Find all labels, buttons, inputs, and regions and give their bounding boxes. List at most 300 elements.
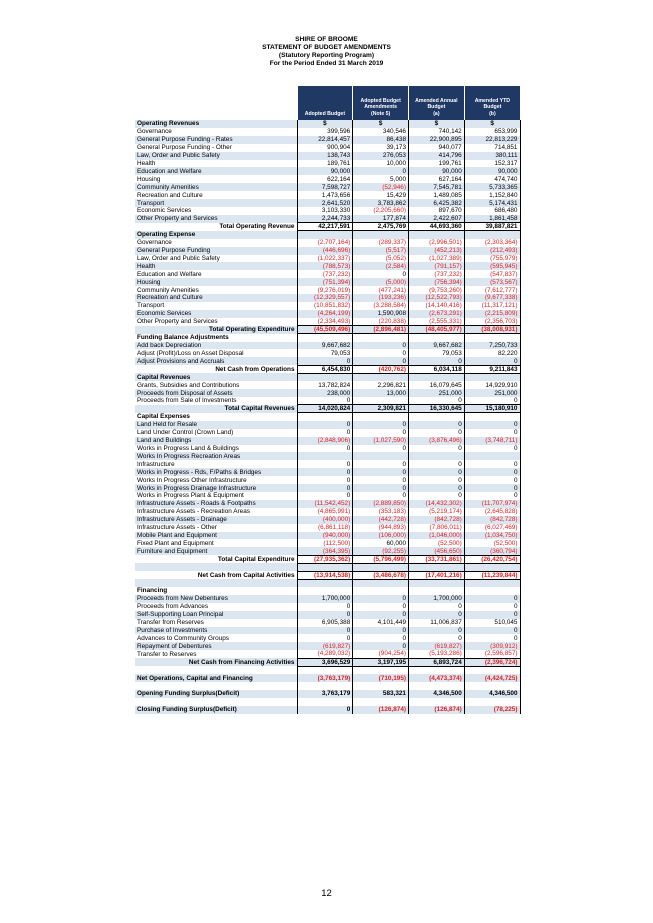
cell-value: 0 bbox=[464, 460, 520, 468]
cell-value bbox=[464, 413, 520, 421]
row-label: Proceeds from Disposal of Assets bbox=[135, 389, 297, 397]
total-row bbox=[135, 326, 520, 334]
row-label: Transfer to Reserves bbox=[137, 650, 197, 658]
cell-value bbox=[353, 373, 409, 381]
cell-value: 0 bbox=[353, 349, 409, 357]
row-label: Self-Supporting Loan Principal bbox=[135, 611, 297, 619]
table-row bbox=[135, 342, 520, 350]
cell-value: 90,000 bbox=[297, 167, 353, 175]
statement-title: STATEMENT OF BUDGET AMENDMENTS bbox=[262, 44, 391, 51]
cell-value: 627,164 bbox=[409, 175, 465, 183]
row-label bbox=[135, 579, 297, 587]
cell-value: 22,814,457 bbox=[297, 136, 353, 144]
cell-value: (13,914,538) bbox=[297, 571, 353, 579]
cell-value: 622,164 bbox=[297, 175, 353, 183]
row-label: Law, Order and Public Safety bbox=[135, 152, 297, 160]
row-label: Net Cash from Capital Activities bbox=[197, 571, 295, 579]
cell-value: (791,157) bbox=[409, 262, 465, 270]
cell-value: 0 bbox=[353, 445, 409, 453]
cell-value: 79,053 bbox=[409, 349, 465, 357]
cell-value: (92,255) bbox=[353, 547, 409, 555]
cell-value: (33,731,861) bbox=[409, 555, 465, 563]
cell-value: 6,034,118 bbox=[409, 365, 465, 373]
column-header-line: Budget bbox=[483, 104, 502, 111]
total-row bbox=[135, 223, 520, 231]
cell-value: 13,782,824 bbox=[297, 381, 353, 389]
table-row bbox=[135, 191, 520, 199]
cell-value bbox=[297, 563, 353, 571]
cell-value: 0 bbox=[464, 445, 520, 453]
cell-value: 0 bbox=[353, 627, 409, 635]
cell-value: (5,796,499) bbox=[353, 555, 409, 563]
total-row bbox=[135, 658, 520, 666]
cell-value: (212,493) bbox=[464, 247, 520, 255]
cell-value: 7,598,727 bbox=[297, 183, 353, 191]
row-label: Net Cash from Operations bbox=[215, 365, 295, 373]
cell-value bbox=[409, 373, 465, 381]
cell-value: (12,522,793) bbox=[409, 294, 465, 302]
page-number: 12 bbox=[321, 888, 332, 899]
statement-body bbox=[135, 120, 520, 714]
cell-value: 44,693,360 bbox=[409, 223, 465, 231]
spacer-row bbox=[135, 579, 520, 587]
cell-value: (400,000) bbox=[297, 516, 353, 524]
column-header bbox=[353, 86, 409, 120]
budget-amendments-table bbox=[135, 86, 521, 714]
cell-value: (3,748,711) bbox=[464, 437, 520, 445]
cell-value: 6,893,724 bbox=[409, 658, 465, 666]
table-row bbox=[135, 278, 520, 286]
cell-value bbox=[409, 334, 465, 342]
cell-value: (788,573) bbox=[297, 262, 353, 270]
table-row bbox=[135, 547, 520, 555]
cell-value: 0 bbox=[297, 706, 353, 714]
table-row bbox=[135, 167, 520, 175]
cell-value: (7,612,777) bbox=[464, 286, 520, 294]
cell-value: (547,837) bbox=[464, 270, 520, 278]
cell-value: 0 bbox=[353, 642, 409, 650]
cell-value: (364,395) bbox=[297, 547, 353, 555]
cell-value bbox=[297, 334, 353, 342]
row-label: Works in Progress Land & Buildings bbox=[137, 444, 239, 452]
row-label: Law, Order and Public Safety bbox=[137, 254, 220, 262]
row-label: Housing bbox=[135, 278, 297, 286]
table-row bbox=[135, 286, 520, 294]
table-row bbox=[135, 152, 520, 160]
table-row bbox=[135, 389, 520, 397]
cell-value: (5,193,286) bbox=[409, 650, 465, 658]
cell-value: 238,000 bbox=[297, 389, 353, 397]
cell-value: 0 bbox=[409, 634, 465, 642]
table-row bbox=[135, 508, 520, 516]
cell-value bbox=[409, 698, 465, 706]
row-label: Recreation and Culture bbox=[137, 191, 203, 199]
cell-value: 60,000 bbox=[353, 539, 409, 547]
cell-value: 0 bbox=[297, 445, 353, 453]
cell-value: 1,152,840 bbox=[464, 191, 520, 199]
cell-value bbox=[409, 231, 465, 239]
row-label: Capital Expenses bbox=[137, 413, 190, 421]
cell-value bbox=[297, 231, 353, 239]
spacer-row bbox=[135, 563, 520, 571]
cell-value: 0 bbox=[464, 634, 520, 642]
column-header-row bbox=[135, 86, 520, 120]
cell-value: 2,309,821 bbox=[353, 405, 409, 413]
table-row bbox=[135, 516, 520, 524]
statement-period: For the Period Ended 31 March 2019 bbox=[269, 60, 384, 67]
row-label: Infrastructure bbox=[137, 460, 175, 468]
cell-value: (78,225) bbox=[464, 706, 520, 714]
cell-value: (106,000) bbox=[353, 532, 409, 540]
table-row bbox=[135, 270, 520, 278]
cell-value: 5,000 bbox=[353, 175, 409, 183]
cell-value: 0 bbox=[353, 357, 409, 365]
cell-value: 5,174,431 bbox=[464, 199, 520, 207]
table-row bbox=[135, 650, 520, 658]
table-row bbox=[135, 310, 520, 318]
cell-value: 90,000 bbox=[464, 167, 520, 175]
table-row bbox=[135, 318, 520, 326]
table-row bbox=[135, 429, 520, 437]
cell-value: (11,239,844) bbox=[464, 571, 520, 579]
cell-value: 6,905,388 bbox=[297, 619, 353, 627]
cell-value: (6,027,469) bbox=[464, 524, 520, 532]
cell-value bbox=[464, 563, 520, 571]
cell-value: 0 bbox=[464, 611, 520, 619]
cell-value bbox=[353, 587, 409, 595]
cell-value: 199,761 bbox=[409, 160, 465, 168]
row-label: Advances to Community Groups bbox=[137, 634, 229, 642]
cell-value: (17,401,216) bbox=[409, 571, 465, 579]
cell-value: 1,489,085 bbox=[409, 191, 465, 199]
cell-value: 0 bbox=[409, 627, 465, 635]
cell-value: 0 bbox=[297, 634, 353, 642]
cell-value bbox=[464, 666, 520, 674]
cell-value: (2,896,481) bbox=[353, 326, 409, 334]
cell-value bbox=[464, 231, 520, 239]
cell-value: 0 bbox=[409, 468, 465, 476]
cell-value: (420,762) bbox=[353, 365, 409, 373]
cell-value bbox=[297, 373, 353, 381]
cell-value: (52,946) bbox=[353, 183, 409, 191]
table-row bbox=[135, 468, 520, 476]
cell-value: 0 bbox=[464, 468, 520, 476]
cell-value: 474,740 bbox=[464, 175, 520, 183]
cell-value: 4,101,449 bbox=[353, 619, 409, 627]
cell-value: (9,753,260) bbox=[409, 286, 465, 294]
cell-value: 740,142 bbox=[409, 128, 465, 136]
cell-value: 16,079,645 bbox=[409, 381, 465, 389]
cell-value: 138,743 bbox=[297, 152, 353, 160]
cell-value: (48,405,977) bbox=[409, 326, 465, 334]
cell-value bbox=[353, 452, 409, 460]
cell-value: 0 bbox=[353, 460, 409, 468]
cell-value: 22,813,229 bbox=[464, 136, 520, 144]
cell-value bbox=[464, 682, 520, 690]
cell-value: (4,424,725) bbox=[464, 674, 520, 682]
cell-value: (737,232) bbox=[297, 270, 353, 278]
cell-value: 7,250,733 bbox=[464, 342, 520, 350]
cell-value: 0 bbox=[297, 603, 353, 611]
row-label: Land Held for Resale bbox=[135, 421, 297, 429]
cell-value bbox=[409, 666, 465, 674]
cell-value: 0 bbox=[353, 492, 409, 500]
cell-value: (112,500) bbox=[297, 539, 353, 547]
cell-value: (14,140,416) bbox=[409, 302, 465, 310]
row-label: General Purpose Funding bbox=[135, 247, 297, 255]
row-label: Governance bbox=[137, 128, 172, 136]
section-row bbox=[135, 674, 520, 682]
cell-value: 380,111 bbox=[464, 152, 520, 160]
cell-value: (737,232) bbox=[409, 270, 465, 278]
cell-value bbox=[297, 682, 353, 690]
cell-value: 3,103,330 bbox=[297, 207, 353, 215]
cell-value bbox=[464, 334, 520, 342]
cell-value: (1,027,389) bbox=[409, 255, 465, 263]
cell-value: 1,700,000 bbox=[297, 595, 353, 603]
cell-value: 0 bbox=[409, 611, 465, 619]
cell-value bbox=[353, 413, 409, 421]
cell-value: 0 bbox=[464, 627, 520, 635]
row-label: Opening Funding Surplus(Deficit) bbox=[135, 690, 297, 698]
row-label: Recreation and Culture bbox=[135, 294, 297, 302]
table-row bbox=[135, 136, 520, 144]
cell-value: 14,929,910 bbox=[464, 381, 520, 389]
cell-value: (2,356,703) bbox=[464, 318, 520, 326]
cell-value: 276,053 bbox=[353, 152, 409, 160]
table-row bbox=[135, 445, 520, 453]
cell-value: 0 bbox=[297, 484, 353, 492]
cell-value: $ bbox=[297, 120, 353, 128]
cell-value: $ bbox=[409, 120, 465, 128]
cell-value: 0 bbox=[464, 476, 520, 484]
cell-value bbox=[464, 452, 520, 460]
column-header-line: Amendments bbox=[364, 104, 398, 111]
column-header-line: Budget bbox=[427, 104, 446, 111]
row-label: Purchase of Investments bbox=[135, 627, 297, 635]
cell-value: (9,677,338) bbox=[464, 294, 520, 302]
row-label: Repayment of Debentures bbox=[135, 642, 297, 650]
cell-value: (2,334,493) bbox=[297, 318, 353, 326]
cell-value: (442,728) bbox=[353, 516, 409, 524]
table-row bbox=[135, 255, 520, 263]
table-row bbox=[135, 215, 520, 223]
section-row bbox=[135, 231, 520, 239]
cell-value: 0 bbox=[297, 397, 353, 405]
cell-value: (52,500) bbox=[409, 539, 465, 547]
cell-value: 15,429 bbox=[353, 191, 409, 199]
table-row bbox=[135, 262, 520, 270]
cell-value: (2,996,501) bbox=[409, 239, 465, 247]
section-row bbox=[135, 413, 520, 421]
cell-value bbox=[464, 587, 520, 595]
cell-value: (126,874) bbox=[409, 706, 465, 714]
table-row bbox=[135, 539, 520, 547]
cell-value: 3,763,179 bbox=[297, 690, 353, 698]
row-label: Adjust Provisions and Accruals bbox=[135, 357, 297, 365]
cell-value: (573,567) bbox=[464, 278, 520, 286]
table-row bbox=[135, 452, 520, 460]
cell-value bbox=[409, 682, 465, 690]
table-row bbox=[135, 524, 520, 532]
table-row bbox=[135, 207, 520, 215]
cell-value: 6,425,382 bbox=[409, 199, 465, 207]
cell-value: (3,288,584) bbox=[353, 302, 409, 310]
cell-value: 0 bbox=[409, 397, 465, 405]
cell-value: (3,876,496) bbox=[409, 437, 465, 445]
table-row bbox=[135, 492, 520, 500]
cell-value: (4,865,991) bbox=[297, 508, 353, 516]
table-row bbox=[135, 532, 520, 540]
cell-value: 7,545,781 bbox=[409, 183, 465, 191]
cell-value: (2,848,906) bbox=[297, 437, 353, 445]
cell-value: (1,022,337) bbox=[297, 255, 353, 263]
cell-value: (456,650) bbox=[409, 547, 465, 555]
cell-value bbox=[353, 579, 409, 587]
cell-value: (1,046,000) bbox=[409, 532, 465, 540]
cell-value: 0 bbox=[464, 492, 520, 500]
row-label: Funding Balance Adjustments bbox=[137, 334, 229, 342]
table-row bbox=[135, 421, 520, 429]
column-header-line: (Note 5) bbox=[370, 111, 391, 118]
cell-value bbox=[409, 579, 465, 587]
cell-value: (904,254) bbox=[353, 650, 409, 658]
table-row bbox=[135, 144, 520, 152]
cell-value: (5,517) bbox=[353, 247, 409, 255]
cell-value: (193,236) bbox=[353, 294, 409, 302]
cell-value: (1,027,590) bbox=[353, 437, 409, 445]
cell-value: (2,645,828) bbox=[464, 508, 520, 516]
cell-value: (2,707,164) bbox=[297, 239, 353, 247]
cell-value: 0 bbox=[464, 429, 520, 437]
cell-value bbox=[409, 413, 465, 421]
cell-value: (14,432,302) bbox=[409, 500, 465, 508]
section-row bbox=[135, 587, 520, 595]
statement-subtitle: (Statutory Reporting Program) bbox=[278, 52, 375, 59]
spacer-row bbox=[135, 682, 520, 690]
cell-value: (2,584) bbox=[353, 262, 409, 270]
cell-value: (944,893) bbox=[353, 524, 409, 532]
cell-value: 0 bbox=[353, 468, 409, 476]
cell-value bbox=[353, 666, 409, 674]
cell-value: (4,473,374) bbox=[409, 674, 465, 682]
cell-value: 4,346,500 bbox=[409, 690, 465, 698]
cell-value: 1,861,458 bbox=[464, 215, 520, 223]
cell-value: (3,763,179) bbox=[297, 674, 353, 682]
cell-value: (710,195) bbox=[353, 674, 409, 682]
cell-value: 0 bbox=[353, 603, 409, 611]
cell-value: 9,211,843 bbox=[464, 365, 520, 373]
cell-value: 177,874 bbox=[353, 215, 409, 223]
row-label: Health bbox=[135, 262, 297, 270]
total-row bbox=[135, 571, 520, 579]
cell-value: (842,728) bbox=[464, 516, 520, 524]
cell-value bbox=[464, 698, 520, 706]
table-row bbox=[135, 642, 520, 650]
row-label: Capital Revenues bbox=[135, 373, 297, 381]
cell-value: 1,700,000 bbox=[409, 595, 465, 603]
table-row bbox=[135, 437, 520, 445]
cell-value bbox=[409, 452, 465, 460]
cell-value: 0 bbox=[464, 484, 520, 492]
cell-value: 940,077 bbox=[409, 144, 465, 152]
cell-value: (5,000) bbox=[353, 278, 409, 286]
cell-value: (751,394) bbox=[297, 278, 353, 286]
label-column-header bbox=[135, 86, 297, 120]
section-row bbox=[135, 334, 520, 342]
cell-value: 0 bbox=[353, 167, 409, 175]
cell-value: (6,861,118) bbox=[297, 524, 353, 532]
row-label: Economic Services bbox=[137, 207, 192, 215]
table-row bbox=[135, 397, 520, 405]
cell-value: 14,020,824 bbox=[297, 405, 353, 413]
cell-value: (755,979) bbox=[464, 255, 520, 263]
cell-value: 0 bbox=[297, 492, 353, 500]
row-label: Infrastructure Assets - Roads & Footpaths bbox=[135, 500, 297, 508]
cell-value: 0 bbox=[409, 603, 465, 611]
row-label: Adjust (Profit)/Loss on Asset Disposal bbox=[137, 349, 244, 357]
cell-value: (12,329,557) bbox=[297, 294, 353, 302]
row-label: Education and Welfare bbox=[137, 270, 202, 278]
cell-value: 0 bbox=[464, 421, 520, 429]
table-row bbox=[135, 349, 520, 357]
cell-value bbox=[297, 452, 353, 460]
spacer-row bbox=[135, 698, 520, 706]
row-label: Transfer from Reserves bbox=[137, 619, 204, 627]
cell-value: 15,180,910 bbox=[464, 405, 520, 413]
cell-value: 1,590,908 bbox=[353, 310, 409, 318]
cell-value: (309,912) bbox=[464, 642, 520, 650]
cell-value: 79,053 bbox=[297, 349, 353, 357]
row-label: Total Operating Revenue bbox=[219, 223, 295, 231]
cell-value: (2,555,331) bbox=[409, 318, 465, 326]
cell-value: 0 bbox=[297, 611, 353, 619]
cell-value: 0 bbox=[353, 476, 409, 484]
cell-value: (3,486,678) bbox=[353, 571, 409, 579]
cell-value: 0 bbox=[297, 429, 353, 437]
cell-value: 414,796 bbox=[409, 152, 465, 160]
row-label: Works In Progress Recreation Areas bbox=[135, 452, 297, 460]
row-label: Total Capital Revenues bbox=[135, 405, 297, 413]
cell-value: (446,696) bbox=[297, 247, 353, 255]
cell-value: (38,008,931) bbox=[464, 326, 520, 334]
table-row bbox=[135, 634, 520, 642]
column-header bbox=[464, 86, 520, 120]
cell-value: (5,052) bbox=[353, 255, 409, 263]
cell-value: 9,667,682 bbox=[297, 342, 353, 350]
cell-value: 0 bbox=[409, 484, 465, 492]
row-label: Total Capital Expenditure bbox=[217, 555, 295, 563]
row-label: Works in Progress - Rds, F/Paths & Bridges bbox=[135, 468, 297, 476]
row-label: Economic Services bbox=[135, 310, 297, 318]
cell-value bbox=[409, 587, 465, 595]
cell-value: 0 bbox=[353, 595, 409, 603]
row-label: Land Under Control (Crown Land) bbox=[137, 429, 234, 437]
cell-value bbox=[409, 563, 465, 571]
cell-value: (619,827) bbox=[297, 642, 353, 650]
cell-value bbox=[353, 231, 409, 239]
cell-value: 0 bbox=[297, 476, 353, 484]
cell-value: 82,220 bbox=[464, 349, 520, 357]
table-row bbox=[135, 128, 520, 136]
cell-value: $ bbox=[464, 120, 520, 128]
org-name: SHIRE OF BROOME bbox=[295, 36, 358, 43]
cell-value bbox=[297, 579, 353, 587]
cell-value: 3,696,529 bbox=[297, 658, 353, 666]
row-label: Governance bbox=[137, 239, 172, 247]
table-row bbox=[135, 381, 520, 389]
cell-value: 2,422,607 bbox=[409, 215, 465, 223]
